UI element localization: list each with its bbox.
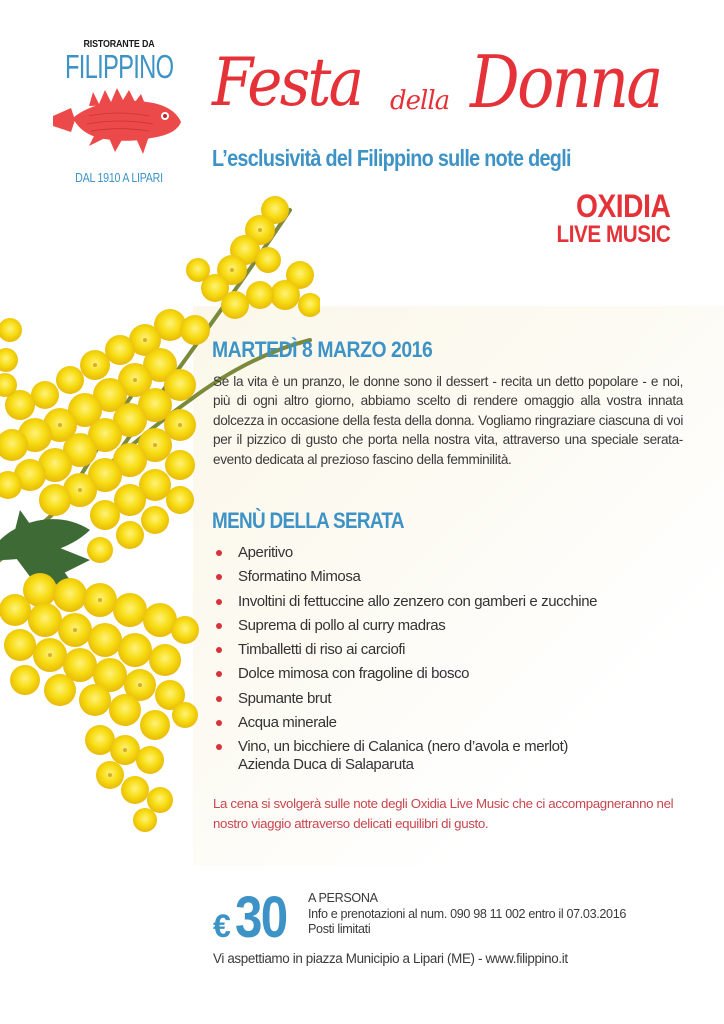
- event-date: MARTEDÌ 8 MARZO 2016: [212, 337, 433, 362]
- limited-seats: Posti limitati: [308, 922, 371, 936]
- bullet-icon: [216, 574, 222, 580]
- logo-name: FILIPPINO: [65, 48, 174, 85]
- menu-item: [214, 565, 684, 589]
- page-title: [212, 38, 682, 138]
- bullet-icon: [216, 696, 222, 702]
- menu-item-label: Vino, un bicchiere di Calanica (nero d’avola e merlot): [238, 738, 568, 756]
- bullet-icon: [216, 744, 222, 750]
- logo-top-text: RISTORANTE DA: [83, 38, 155, 50]
- logo-since-text: DAL 1910 A LIPARI: [75, 170, 163, 185]
- menu-item: [214, 687, 684, 711]
- menu-title: MENÙ DELLA SERATA: [212, 508, 404, 533]
- bullet-icon: [216, 623, 222, 629]
- price: [213, 884, 295, 951]
- bullet-icon: [216, 647, 222, 653]
- restaurant-logo: [44, 38, 194, 185]
- menu-item-label: Spumante brut: [238, 689, 332, 707]
- footer-address: Vi aspettiamo in piazza Municipio a Lipari (ME) - www.filippino.it: [213, 951, 568, 966]
- menu-item-label: Timballetti di riso ai carciofi: [238, 641, 406, 659]
- menu-item: [214, 711, 684, 735]
- title-festa: Festa: [212, 44, 362, 121]
- menu-item: [214, 614, 684, 638]
- bullet-icon: [216, 550, 222, 556]
- title-donna: Donna: [470, 40, 661, 124]
- fish-icon: [49, 86, 189, 158]
- music-note: La cena si svolgerà sulle note degli Oxidia Live Music che ci accompagneranno nel nostro viaggio attraverso delicati equilibri di gusto.: [213, 796, 674, 831]
- menu-item-label: Dolce mimosa con fragoline di bosco: [238, 665, 470, 683]
- bullet-icon: [216, 671, 222, 677]
- menu-item: [214, 590, 684, 614]
- subtitle: L’esclusività del Filippino sulle note degli: [212, 145, 571, 171]
- menu-item-label: Sformatino Mimosa: [238, 568, 361, 586]
- price-info: [308, 891, 626, 938]
- bullet-icon: [216, 599, 222, 605]
- band-name: OXIDIA: [575, 188, 670, 224]
- price-amount: 30: [234, 885, 287, 950]
- price-per-person: A PERSONA: [308, 891, 378, 905]
- event-intro-paragraph: Se la vita è un pranzo, le donne sono il dessert - recita un detto popolare - e noi, più di ogni altro giorno, abbiamo scelto di rendere omaggio alla vostra innata dolcezza in occasione della festa della donna. Vogliamo ringraziare ciascuna di voi per il pizzico di gusto che porta nella nostra vita, attraverso una speciale serata-evento dedicata al prezioso fascino della femminilità.: [213, 374, 683, 467]
- band-subtitle: LIVE MUSIC: [556, 221, 670, 248]
- booking-info: Info e prenotazioni al num. 090 98 11 002 entro il 07.03.2016: [308, 906, 626, 921]
- menu-item-label: Acqua minerale: [238, 714, 337, 732]
- menu-item-label: Aperitivo: [238, 544, 293, 561]
- menu-item-sublabel: Azienda Duca di Salaparuta: [238, 755, 414, 773]
- menu-item-label: Suprema di pollo al curry madras: [238, 616, 446, 634]
- bullet-icon: [216, 720, 222, 726]
- menu-item: [214, 638, 684, 662]
- menu-list: [214, 541, 684, 774]
- menu-item-label: Involtini di fettuccine allo zenzero con gamberi e zucchine: [238, 592, 598, 610]
- price-currency: €: [213, 908, 231, 944]
- band-block: [538, 190, 670, 248]
- menu-item: [214, 541, 684, 565]
- menu-item: [214, 662, 684, 686]
- title-della: della: [390, 86, 450, 116]
- menu-item: [214, 735, 684, 773]
